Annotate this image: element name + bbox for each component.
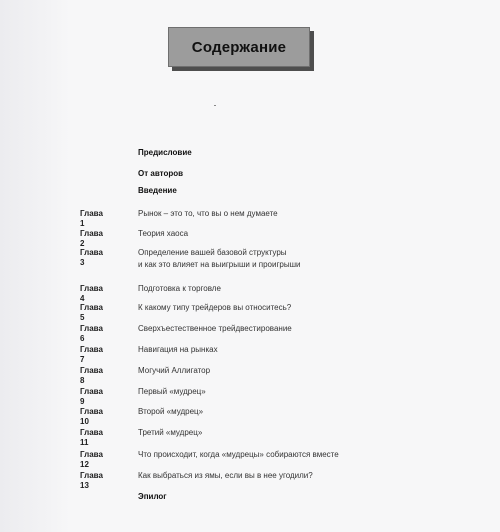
entry-title: Рынок – это то, что вы о нем думаете	[138, 209, 278, 218]
entry-title: Второй «мудрец»	[138, 407, 204, 416]
chapter-label: Глава 2	[80, 229, 103, 248]
chapter-label: Глава 10	[80, 407, 103, 426]
entry-title: К какому типу трейдеров вы относитесь?	[138, 303, 292, 312]
chapter-label: Глава 1	[80, 209, 103, 228]
page-title: Содержание	[191, 38, 287, 56]
entry-title: Предисловие	[138, 148, 192, 157]
entry-title: Определение вашей базовой структуры	[138, 248, 287, 257]
entry-title: Эпилог	[138, 492, 167, 501]
chapter-label: Глава 12	[80, 450, 103, 469]
chapter-label: Глава 3	[80, 248, 103, 267]
page-gutter-shade	[0, 0, 70, 532]
entry-title: Теория хаоса	[138, 229, 189, 238]
chapter-label: Глава 11	[80, 428, 103, 447]
entry-title: и как это влияет на выигрыши и проигрыши	[138, 260, 301, 269]
chapter-label: Глава 7	[80, 345, 103, 364]
chapter-label: Глава 13	[80, 471, 103, 490]
chapter-label: Глава 5	[80, 303, 103, 322]
chapter-label: Глава 6	[80, 324, 103, 343]
entry-title: Что происходит, когда «мудрецы» собираются вместе	[138, 450, 339, 459]
entry-title: Введение	[138, 186, 177, 195]
entry-title: Третий «мудрец»	[138, 428, 203, 437]
heading-box	[168, 27, 310, 67]
entry-title: От авторов	[138, 169, 184, 178]
print-speck	[214, 105, 216, 106]
chapter-label: Глава 8	[80, 366, 103, 385]
entry-title: Первый «мудрец»	[138, 387, 206, 396]
entry-title: Как выбраться из ямы, если вы в нее угодили?	[138, 471, 313, 480]
entry-title: Могучий Аллигатор	[138, 366, 211, 375]
chapter-label: Глава 9	[80, 387, 103, 406]
chapter-label: Глава 4	[80, 284, 103, 303]
entry-title: Сверхъестественное трейдвестирование	[138, 324, 292, 333]
entry-title: Подготовка к торговле	[138, 284, 221, 293]
entry-title: Навигация на рынках	[138, 345, 218, 354]
